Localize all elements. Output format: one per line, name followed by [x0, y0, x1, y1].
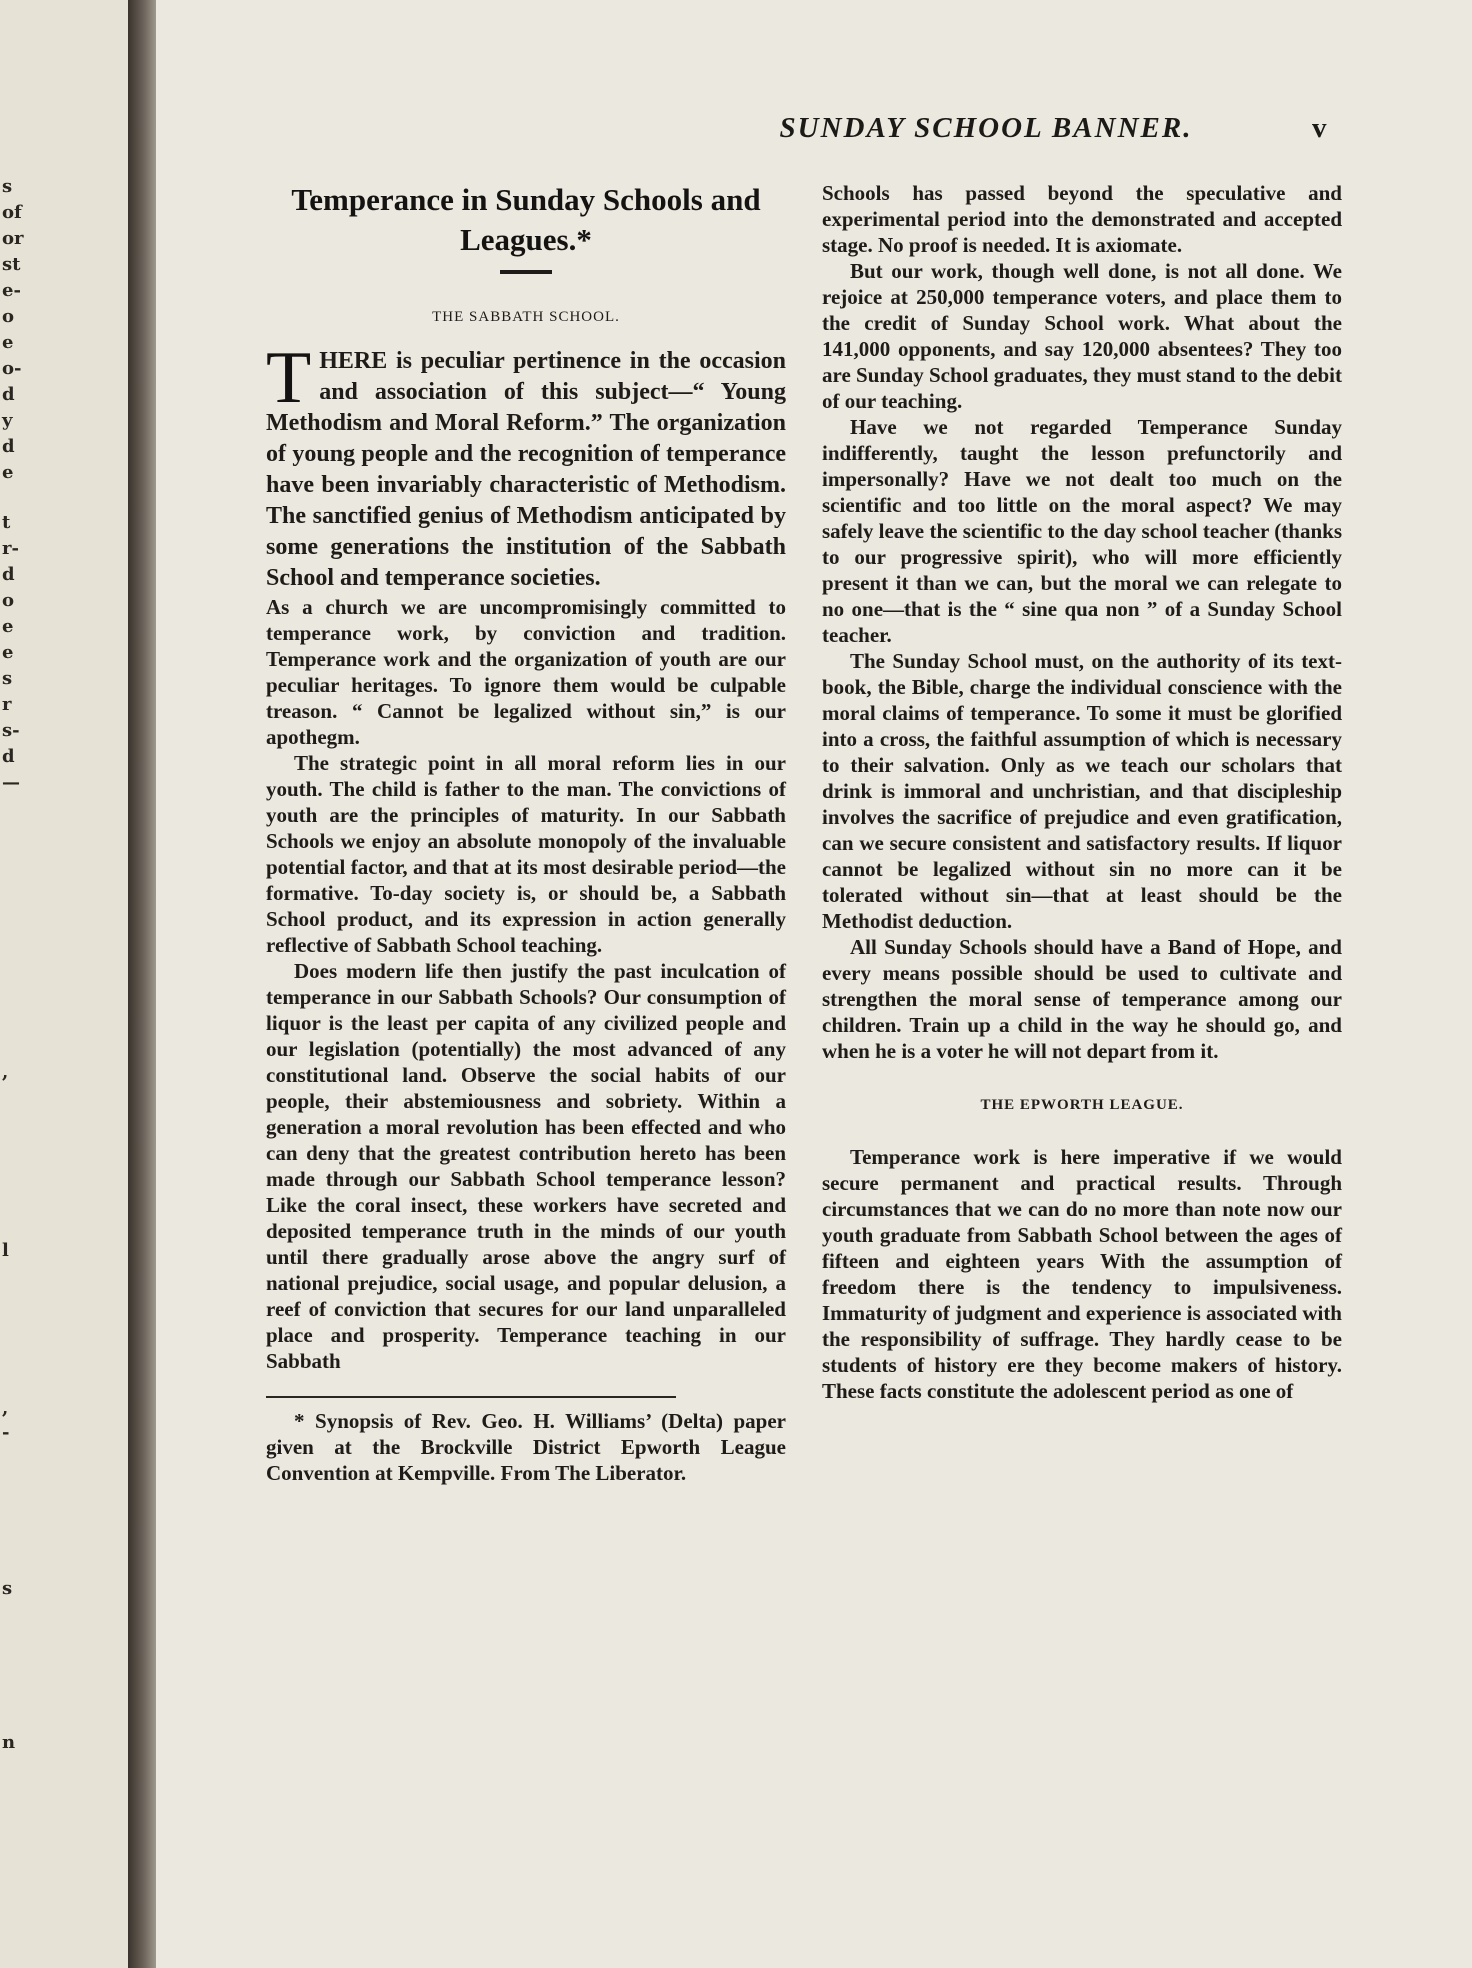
fragment-glyph: s	[2, 1578, 13, 1599]
fragment-glyph: ,	[2, 1398, 9, 1419]
fragment-glyph: e	[2, 616, 14, 637]
right-column	[822, 180, 1342, 1404]
fragment-glyph: d	[2, 384, 15, 405]
paragraph: All Sunday Schools should have a Band of Hope, and every means possible should be used to cultivate and strengthen the moral sense of temperance among our children. Train up a child in the way he should go, and when he is a voter he will not depart from it.	[822, 935, 1342, 1063]
fragment-glyph: or	[2, 228, 24, 249]
paragraph: Does modern life then justify the past inculcation of temperance in our Sabbath Schools? Our consumption of liquor is the least per capita of any civilized people and our legislation (potentially) the most advanced of any constitutional land. Observe the social habits of our people, their abstemiousness and sobriety. Within a generation a moral revolution has been effected and who can deny that the greatest contribution hereto has been made through our Sabbath School temperance lesson? Like the coral insect, these workers have secreted and deposited temperance truth in the minds of our youth until there gradually arose above the angry surf of national prejudice, social usage, and popular delusion, a reef of conviction that secures for our land unparalleled place and prosperity. Temperance teaching in our Sabbath	[266, 959, 786, 1373]
fragment-glyph: o-	[2, 358, 22, 379]
fragment-glyph: o	[2, 590, 15, 611]
fragment-glyph: of	[2, 202, 22, 223]
fragment-glyph: s-	[2, 720, 20, 741]
left-column	[266, 180, 786, 1486]
fragment-glyph: s	[2, 176, 13, 197]
fragment-glyph: r	[2, 694, 12, 715]
fragment-glyph: —	[2, 772, 20, 793]
fragment-glyph: e	[2, 332, 14, 353]
paragraph-lead: HERE is peculiar pertinence in the occasion and association of this subject—“ Young Methodism and Moral Reform.” The organization of young people and the recognition of temperance have been invariably characteristic of Methodism. The sanctified genius of Methodism anticipated by some generations the institution of the Sabbath School and temperance societies.	[266, 348, 786, 591]
fragment-glyph: r-	[2, 538, 19, 559]
fragment-glyph: e	[2, 462, 14, 483]
section-heading-epworth-league: THE EPWORTH LEAGUE.	[980, 1097, 1184, 1113]
article-title: Temperance in Sunday Schools and Leagues.*	[291, 182, 761, 257]
fragment-glyph: -	[2, 1422, 10, 1443]
fragment-glyph: y	[2, 410, 13, 431]
page-number: v	[1312, 112, 1327, 144]
paragraph-continued: Schools has passed beyond the speculative and experimental period into the demonstrated and accepted stage. No proof is needed. It is axiomate.	[822, 181, 1342, 257]
fragment-glyph: n	[2, 1732, 16, 1753]
paragraph: The Sunday School must, on the authority of its text-book, the Bible, charge the individual conscience with the moral claims of temperance. To some it must be glorified into a cross, the faithful assumption of which is necessary to their salvation. Only as we teach our scholars that drink is immoral and unchristian, and that discipleship involves the sacrifice of prejudice and even gratification, can we secure consistent and satisfactory results. If liquor cannot be legalized without sin no more can it be tolerated without sin—that at least should be the Methodist deduction.	[822, 649, 1342, 933]
paragraph: The strategic point in all moral reform lies in our youth. The child is father to the man. The convictions of youth are the principles of maturity. In our Sabbath Schools we enjoy an absolute monopoly of the invaluable potential factor, and that at its most desirable period—the formative. To-day society is, or should be, a Sabbath School product, and its expression in action generally reflective of Sabbath School teaching.	[266, 751, 786, 957]
facing-page-edge	[0, 0, 128, 1968]
fragment-glyph: t	[2, 512, 11, 533]
paragraph: But our work, though well done, is not all done. We rejoice at 250,000 temperance voters, and place them to the credit of Sunday School work. What about the 141,000 opponents, and say 120,000 absentees? They too are Sunday School graduates, they must stand to the debit of our teaching.	[822, 259, 1343, 413]
paragraph: Have we not regarded Temperance Sunday indifferently, taught the lesson prefunctorily and impersonally? Have we not dealt too much on the scientific and too little on the moral aspect? We may safely leave the scientific to the day school teacher (thanks to our progressive spirit), who will more efficiently present it than we can, but the moral we can relegate to no one—that is the “ sine qua non ” of a Sunday School teacher.	[822, 415, 1342, 647]
fragment-glyph: s	[2, 668, 13, 689]
book-gutter	[128, 0, 156, 1968]
fragment-glyph: e	[2, 642, 14, 663]
fragment-glyph: ,	[2, 1062, 9, 1083]
fragment-glyph: d	[2, 436, 15, 457]
footnote: * Synopsis of Rev. Geo. H. Williams’ (Delta) paper given at the Brockville District Epworth League Convention at Kempville. From The Liberator.	[266, 1409, 786, 1485]
fragment-glyph: st	[2, 254, 21, 275]
fragment-glyph: d	[2, 564, 15, 585]
fragment-glyph: d	[2, 746, 15, 767]
fragment-glyph: o	[2, 306, 15, 327]
page	[156, 0, 1472, 1968]
title-rule	[500, 270, 552, 274]
lead-paragraph	[266, 337, 786, 594]
fragment-glyph: l	[2, 1240, 9, 1261]
section-heading-sabbath-school: THE SABBATH SCHOOL.	[432, 309, 620, 325]
drop-cap: T	[266, 337, 312, 419]
footnote-rule	[266, 1396, 676, 1398]
fragment-glyph: e-	[2, 280, 21, 301]
running-title: SUNDAY SCHOOL BANNER.	[779, 112, 1193, 144]
paragraph: Temperance work is here imperative if we would secure permanent and practical results. Through circumstances that we can do no more than note now our youth graduate from Sabbath School between the ages of fifteen and eighteen years With the assumption of freedom there is the tendency to impulsiveness. Immaturity of judgment and experience is associated with the responsibility of suffrage. They hardly cease to be students of history ere they become makers of history. These facts constitute the adolescent period as one of	[822, 1145, 1342, 1403]
paragraph-lead-continued: As a church we are uncompromisingly committed to temperance work, by conviction and tradition. Temperance work and the organization of youth are our peculiar heritages. To ignore them would be culpable treason. “ Cannot be legalized without sin,” is our apothegm.	[266, 595, 786, 749]
